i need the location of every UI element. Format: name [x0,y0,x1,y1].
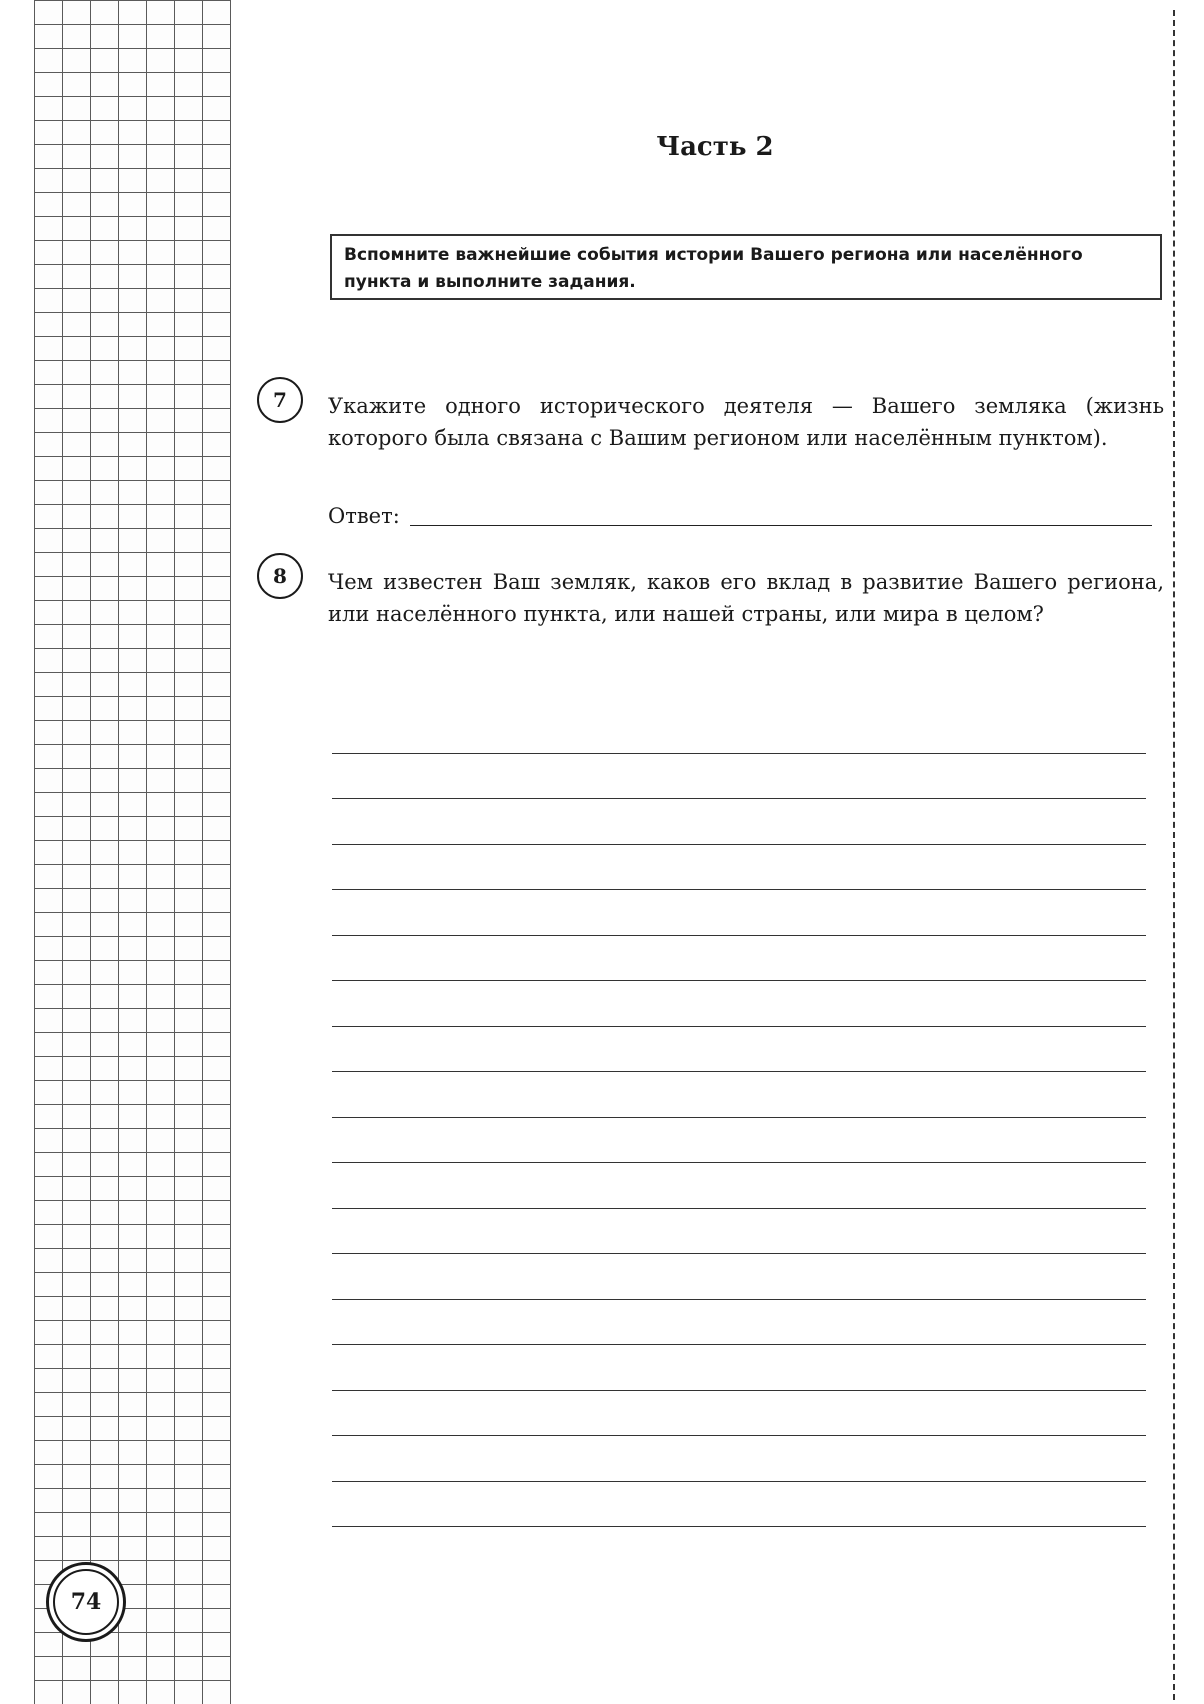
writing-line[interactable] [332,708,1146,754]
writing-line[interactable] [332,1209,1146,1255]
writing-line[interactable] [332,799,1146,845]
task-number-8: 8 [257,553,303,599]
page-number-badge [46,1562,126,1642]
writing-line[interactable] [332,1163,1146,1209]
writing-line[interactable] [332,1300,1146,1346]
writing-line[interactable] [332,981,1146,1027]
writing-line[interactable] [332,1254,1146,1300]
writing-line[interactable] [332,936,1146,982]
answer-label: Ответ: [328,504,400,528]
writing-line[interactable] [332,1482,1146,1528]
writing-line[interactable] [332,1345,1146,1391]
cut-line [1173,10,1175,1700]
task-number-7: 7 [257,377,303,423]
task-8-text: Чем известен Ваш земляк, каков его вклад в развитие Вашего региона, или населённого пункта, или нашей страны, или мира в целом? [328,570,1164,626]
writing-line[interactable] [332,754,1146,800]
answer-writing-lines[interactable] [332,708,1146,1527]
page-number: 74 [53,1569,119,1635]
writing-line[interactable] [332,1436,1146,1482]
writing-line[interactable] [332,1391,1146,1437]
writing-line[interactable] [332,1027,1146,1073]
writing-line[interactable] [332,1118,1146,1164]
answer-input-line[interactable] [410,524,1152,526]
instruction-text: Вспомните важнейшие события истории Вашего региона или населённого пункта и выполните задания. [344,245,1083,292]
answer-row [328,492,1152,528]
writing-line[interactable] [332,1072,1146,1118]
task-7-text: Укажите одного исторического деятеля — Вашего земляка (жизнь которого была связана с Вашим регионом или населённым пунктом). [328,394,1164,450]
instruction-box [330,234,1162,300]
graph-paper-margin [34,0,231,1704]
writing-line[interactable] [332,845,1146,891]
writing-line[interactable] [332,890,1146,936]
part-title: Часть 2 [656,132,774,162]
